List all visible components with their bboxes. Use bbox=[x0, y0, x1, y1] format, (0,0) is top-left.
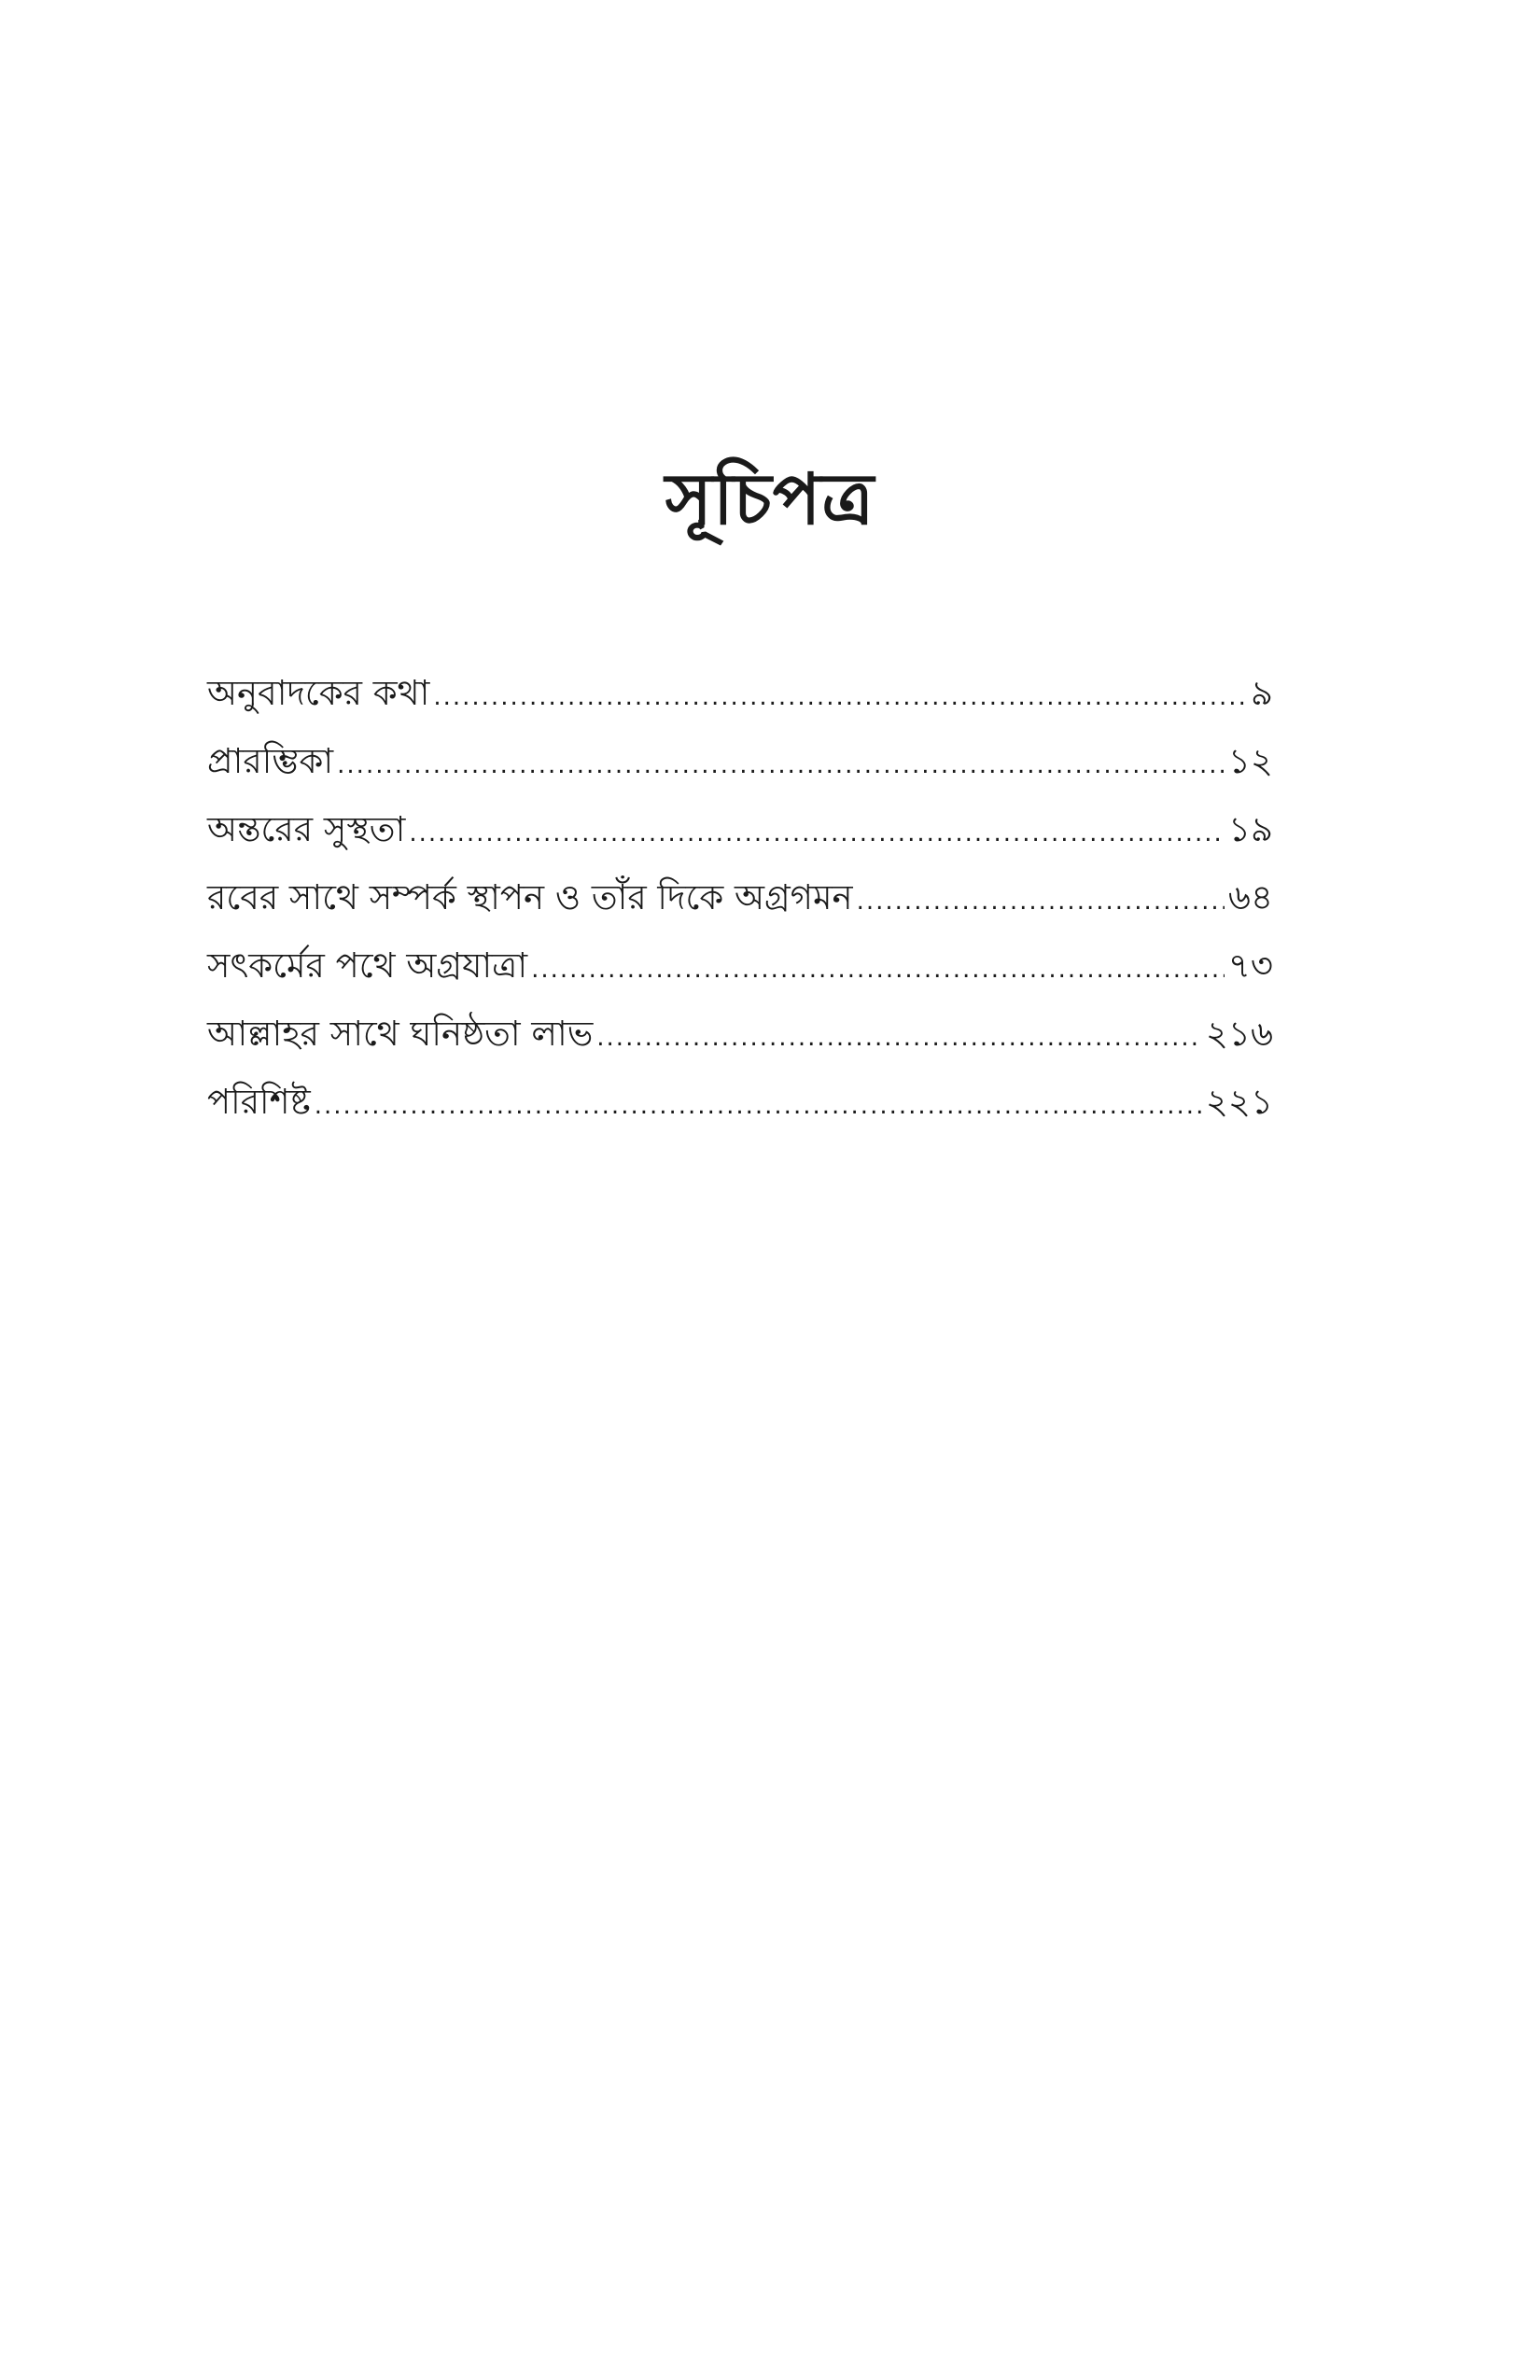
toc-entry bbox=[207, 931, 1273, 1000]
toc-entry bbox=[207, 1000, 1273, 1068]
toc-entry bbox=[207, 795, 1273, 863]
toc-entry bbox=[207, 1068, 1273, 1136]
toc-leader-dots bbox=[409, 800, 1225, 868]
toc-entry-page: ১২ bbox=[1227, 741, 1273, 781]
toc-entry-page: ২২১ bbox=[1205, 1082, 1273, 1122]
toc-entry-page: ১৯ bbox=[1227, 809, 1273, 849]
toc-entry bbox=[207, 727, 1273, 795]
toc-entry-title: সৎকর্মের পথে অগ্রযাত্রা bbox=[207, 945, 528, 986]
page-title: সূচিপত্র bbox=[665, 457, 875, 540]
toc-entry-title: রবের সাথে সম্পর্ক স্থাপন ও তাঁর দিকে অগ্রগমন bbox=[207, 877, 853, 917]
toc-leader-dots bbox=[337, 732, 1225, 800]
toc-entry bbox=[207, 659, 1273, 727]
toc-leader-dots bbox=[857, 868, 1225, 936]
table-of-contents bbox=[207, 659, 1273, 1136]
toc-entry-title: অন্তরের সুস্থতা bbox=[207, 809, 406, 849]
toc-entry-page: ৭৩ bbox=[1227, 945, 1273, 986]
toc-leader-dots bbox=[315, 1072, 1202, 1141]
toc-entry-title: আল্লাহর সাথে ঘনিষ্ঠতা লাভ bbox=[207, 1014, 594, 1054]
toc-entry bbox=[207, 863, 1273, 931]
toc-entry-page: ৯ bbox=[1250, 673, 1273, 713]
toc-entry-title: পরিশিষ্ট bbox=[207, 1082, 311, 1122]
toc-entry-page: ৬৪ bbox=[1227, 877, 1273, 917]
toc-entry-title: প্রারম্ভিকা bbox=[207, 741, 334, 781]
toc-leader-dots bbox=[531, 936, 1225, 1004]
toc-leader-dots bbox=[433, 664, 1247, 732]
toc-entry-page: ২১৬ bbox=[1205, 1014, 1273, 1054]
toc-leader-dots bbox=[596, 1004, 1202, 1072]
toc-entry-title: অনুবাদকের কথা bbox=[207, 673, 430, 713]
